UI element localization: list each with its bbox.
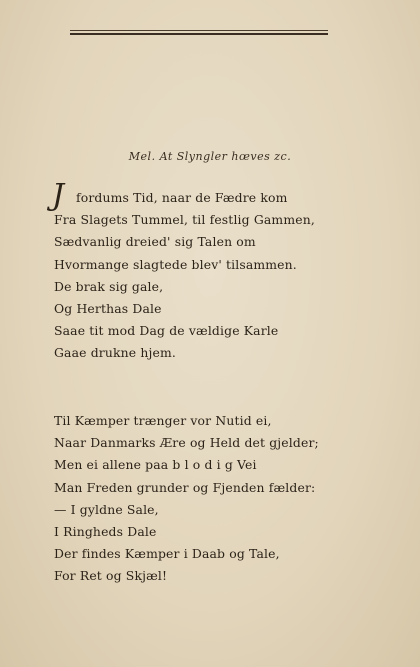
melody-heading: Mel. At Slyngler hœves zc. [128, 150, 292, 163]
stanza-1-line-3: Sædvanlig dreied' sig Talen om [54, 234, 256, 250]
stanza-2-line-4: Man Freden grunder og Fjenden fælder: [54, 479, 316, 495]
stanza-1-line-7: Saae tit mod Dag de vældige Karle [54, 323, 279, 339]
header-rule-thick [70, 33, 328, 35]
stanza-1-line-1-text: fordums Tid, naar de Fædre kom [76, 190, 288, 205]
drop-cap: J [52, 178, 65, 213]
stanza-2-line-5: — I gyldne Sale, [54, 501, 159, 517]
stanza-2-line-8: For Ret og Skjæl! [54, 568, 168, 584]
stanza-2-line-1: Til Kæmper trænger vor Nutid ei, [54, 413, 272, 428]
stanza-2 [54, 410, 364, 588]
stanza-1-line-2: Fra Slagets Tummel, til festlig Gammen, [54, 212, 315, 228]
stanza-1-line-4: Hvormange slagtede blev' tilsammen. [54, 256, 297, 272]
header-rule-thin [70, 30, 328, 31]
stanza-2-line-7: Der findes Kæmper i Daab og Tale, [54, 546, 280, 562]
stanza-1 [52, 178, 364, 365]
stanza-2-line-2: Naar Danmarks Ære og Held det gjelder; [54, 435, 319, 451]
stanza-2-line-6: I Ringheds Dale [54, 524, 157, 540]
stanza-1-line-5: De brak sig gale, [54, 278, 164, 294]
stanza-1-line-8: Gaae drukne hjem. [54, 345, 176, 361]
stanza-1-line-1 [52, 178, 364, 213]
header-rule [70, 30, 328, 38]
stanza-2-line-3: Men ei allene paa b l o d i g Vei [54, 457, 257, 473]
stanza-1-line-6: Og Herthas Dale [54, 301, 162, 317]
